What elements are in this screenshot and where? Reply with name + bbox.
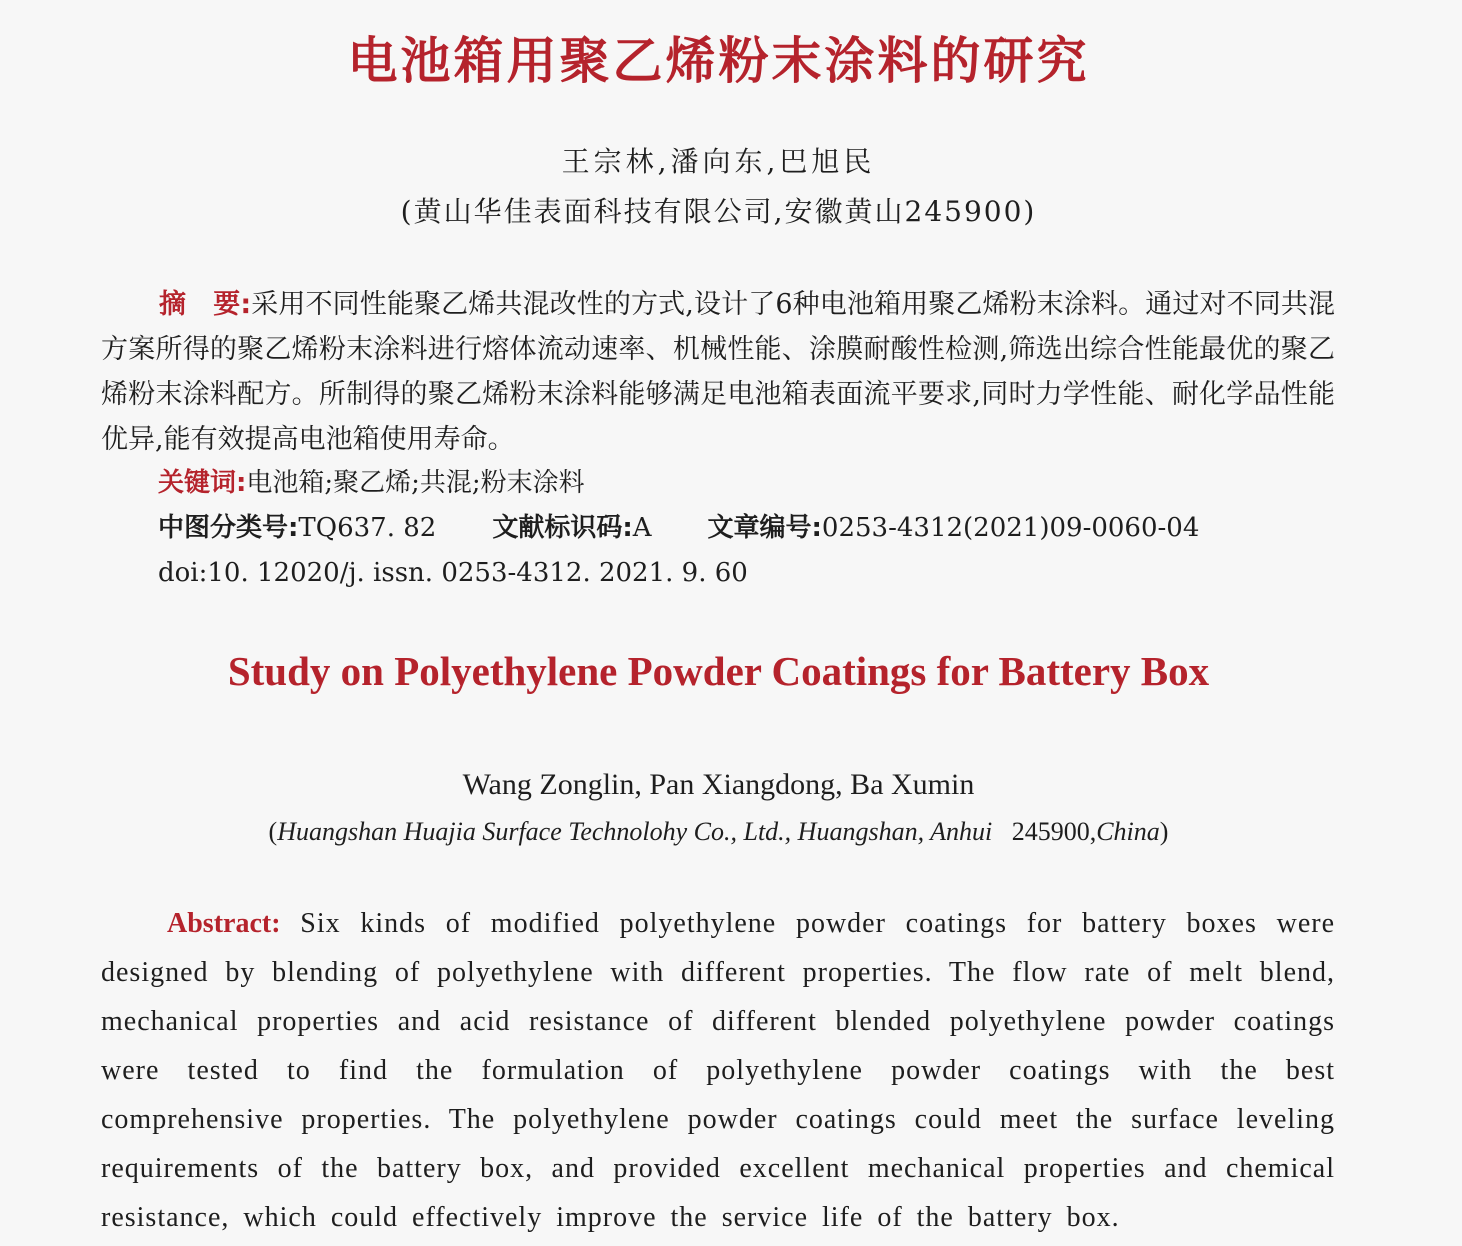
keywords-label: 关键词: bbox=[158, 468, 247, 498]
chinese-keywords bbox=[158, 463, 585, 503]
doi-label: doi: bbox=[158, 558, 208, 588]
english-title: Study on Polyethylene Powder Coatings for Battery Box bbox=[227, 648, 1210, 694]
english-affiliation bbox=[0, 812, 1437, 852]
affil-close-paren: ) bbox=[1159, 817, 1169, 846]
article-number-label: 文章编号: bbox=[707, 513, 822, 543]
chinese-affiliation: (黄山华佳表面科技有限公司,安徽黄山245900) bbox=[400, 195, 1037, 228]
clc-value: TQ637. 82 bbox=[298, 513, 437, 543]
english-abstract bbox=[101, 899, 1335, 1242]
doi-value: 10. 12020/j. issn. 0253-4312. 2021. 9. 60 bbox=[207, 558, 748, 588]
chinese-abstract-text: 采用不同性能聚乙烯共混改性的方式,设计了6种电池箱用聚乙烯粉末涂料。通过对不同共混方案所得的聚乙烯粉末涂料进行熔体流动速率、机械性能、涂膜耐酸性检测,筛选出综合性能最优的聚乙烯粉末涂料配方。所制得的聚乙烯粉末涂料能够满足电池箱表面流平要求,同时力学性能、耐化学品性能优异,能有效提高电池箱使用寿命。 bbox=[101, 289, 1335, 455]
affil-postcode: 245900, bbox=[1011, 817, 1097, 846]
chinese-abstract-label: 摘 要: bbox=[159, 289, 252, 320]
english-authors: Wang Zonglin, Pan Xiangdong, Ba Xumin bbox=[462, 768, 975, 801]
chinese-title: 电池箱用聚乙烯粉末涂料的研究 bbox=[347, 32, 1090, 90]
doc-code-label: 文献标识码: bbox=[492, 513, 633, 543]
affil-organization: Huangshan Huajia Surface Technolohy Co., Ltd., Huangshan, Anhui bbox=[277, 817, 993, 846]
chinese-authors: 王宗林,潘向东,巴旭民 bbox=[561, 145, 876, 178]
keywords-value: 电池箱;聚乙烯;共混;粉末涂料 bbox=[246, 468, 585, 498]
chinese-abstract bbox=[101, 282, 1335, 462]
english-abstract-label: Abstract: bbox=[167, 908, 281, 939]
clc-label: 中图分类号: bbox=[158, 513, 299, 543]
classification-row bbox=[158, 508, 1199, 548]
article-number-value: 0253-4312(2021)09-0060-04 bbox=[821, 513, 1200, 543]
english-abstract-text: Six kinds of modified polyethylene powder coatings for battery boxes were designed by blending of polyethylene with different properties. The flow rate of melt blend, mechanical properties and acid resistance of different blended polyethylene powder coatings were tested to find the formulation of polyethylene powder coatings with the best comprehensive properties. The polyethylene powder coatings could meet the surface leveling requirements of the battery box, and provided excellent mechanical properties and chemical resistance, which could effectively improve the service life of the battery box. bbox=[101, 908, 1335, 1233]
affil-country: China bbox=[1096, 817, 1160, 846]
affil-open-paren: ( bbox=[268, 817, 278, 846]
doc-code-value: A bbox=[632, 513, 652, 543]
doi-row bbox=[158, 553, 748, 593]
